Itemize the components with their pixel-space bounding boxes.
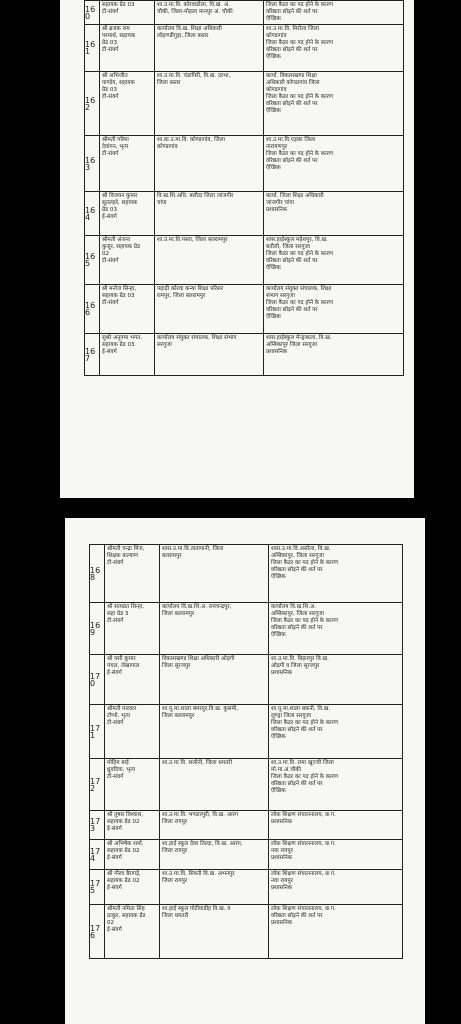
table-row (85, 334, 404, 376)
cell-line: ई-संवर्ग (107, 885, 122, 891)
cell-line: 02 (102, 251, 110, 257)
cell-line: जिला कैडर का पद होने के कारण (266, 251, 333, 257)
cell-line: कार्यालय वि.ख.शि.अ. (271, 604, 317, 610)
cell-line: जिला कैडर का पद होने के कारण (266, 2, 333, 8)
cell-line: चौकी, जिला-मोहला मानपुर अं. चौकी (157, 9, 233, 15)
cell-line: सहा ग्रेड 3 (107, 611, 129, 617)
new-posting-cell (264, 334, 404, 376)
cell-line: परमार्थ, सहायक (102, 33, 136, 39)
cell-line: जिला कैडर का पद होने के कारण (266, 94, 333, 100)
serial-number: 167 (85, 334, 100, 376)
cell-line: नवा रायपुर (271, 878, 293, 884)
cell-line: जिला रायपुर (162, 848, 188, 854)
current-posting-cell (155, 136, 264, 192)
cell-line: कार्यालय संयुक्त संचालक, शिक्षा संभाग (157, 335, 237, 341)
table-row (90, 759, 403, 811)
serial-number: 171 (90, 705, 105, 759)
cell-line: लोक शिक्षण संचालनालय, छ.ग. (271, 812, 336, 818)
cell-line: ऐच्छिक (271, 632, 286, 638)
serial-number: 175 (90, 870, 105, 905)
cell-line: जिला बलरामपुर (162, 611, 195, 617)
cell-line: ऐच्छिक (266, 54, 281, 60)
cell-line: नवा रायपुर (271, 848, 293, 854)
cell-line: टी-संवर्ग (102, 47, 119, 53)
cell-line: ऐच्छिक (271, 788, 286, 794)
serial-number: 173 (90, 811, 105, 840)
new-posting-cell (264, 1, 404, 25)
employee-name-cell (105, 870, 160, 905)
cell-line: ई-संवर्ग (107, 927, 122, 933)
cell-line: श्रीमती अंजना (102, 237, 131, 243)
table-body-2 (90, 545, 403, 959)
cell-line: सहायक ग्रेड 02 (107, 848, 140, 854)
cell-line: सूतलहरे, सहायक (102, 200, 138, 206)
new-posting-cell (269, 545, 403, 603)
cell-line: शा.उ.मा.वि.पस्ता, जिला बलरामपुर (157, 237, 228, 243)
new-posting-cell (269, 870, 403, 905)
cell-line: जिला कैडर का पद होने के कारण (271, 720, 338, 726)
cell-line: शास.हाईस्कूल मेन्ड्राकला, वि.ख. (266, 335, 332, 341)
serial-number: 164 (85, 192, 100, 236)
cell-line: शास.हाईस्कूल महेशपुर, वि.ख. (266, 237, 328, 243)
new-posting-cell (269, 840, 403, 870)
cell-line: श्री अभिषेक शर्मा, (107, 841, 144, 847)
cell-line: वरिष्ठता छोड़ने की शर्त पर (271, 567, 323, 573)
cell-line: नारायणपुर (266, 144, 288, 150)
cell-line: ई-संवर्ग (107, 826, 122, 832)
cell-line: वरिष्ठता छोड़ने की शर्त पर (271, 625, 323, 631)
employee-name-cell (105, 840, 160, 870)
cell-line: ऐच्छिक (266, 108, 281, 114)
cell-line: जिला कैडर का पद होने के कारण (266, 151, 333, 157)
cell-line: प्रशासनिक (271, 670, 293, 676)
current-posting-cell (155, 72, 264, 136)
cell-line: टी-संवर्ग (107, 720, 124, 726)
cell-line: ऐच्छिक (266, 265, 281, 271)
cell-line: ग्रेड 03 (102, 207, 118, 213)
cell-line: ई-संवर्ग (102, 349, 117, 355)
current-posting-cell (160, 545, 269, 603)
new-posting-cell (269, 603, 403, 655)
cell-line: शा.उ.मा.वि. सिवनी वि.ख. अभनपुर (162, 871, 235, 877)
employee-name-cell (100, 334, 155, 376)
new-posting-cell (264, 136, 404, 192)
table-row (90, 705, 403, 759)
current-posting-cell (160, 811, 269, 840)
cell-line: जिला बस्तर (157, 80, 181, 86)
new-posting-cell (264, 72, 404, 136)
employee-name-cell (100, 136, 155, 192)
cell-line: श्री तुषार विश्वास, (107, 812, 144, 818)
cell-line: वरिष्ठता छोड़ने की शर्त पर (271, 913, 323, 919)
table-row (90, 811, 403, 840)
new-posting-cell (269, 705, 403, 759)
cell-line: ऐच्छिक (266, 165, 281, 171)
table-row (90, 905, 403, 959)
cell-line: ई-संवर्ग (107, 670, 122, 676)
cell-line: कोण्डागांव (266, 33, 287, 39)
cell-line: शा.पू.मा.शाला बकनी, वि.ख. (271, 706, 331, 712)
cell-line: लोहाण्डीगुड़ा, जिला बस्तर (157, 33, 209, 39)
cell-line: टी-संवर्ग (102, 94, 119, 100)
cell-line: शा.उ.मा.वि. भण्डारपुरी, वि.ख. आरंग (162, 812, 238, 818)
cell-line: श्रीमती गरिमा (102, 137, 129, 143)
cell-line: शा.उ.मा.वि. कोरवाडोला, वि.ख. अं. (157, 2, 230, 8)
cell-line: कार्यालय वि.ख. शिक्षा अधिकारी (157, 26, 222, 32)
cell-line: शास.उ.मा.वि.असोला, वि.ख. (271, 546, 331, 552)
employee-name-cell (100, 236, 155, 285)
cell-line: कोण्डागांव (157, 144, 178, 150)
cell-line: रामपुर, जिला बलरामपुर (157, 293, 206, 299)
cell-line: ई-संवर्ग (102, 214, 117, 220)
cell-line: कुजूर, सहायक ग्रेड (102, 244, 140, 250)
cell-line: श्री सत्यव्रत सिन्हा, (107, 604, 145, 610)
current-posting-cell (155, 285, 264, 334)
cell-line: चांपा (157, 200, 167, 206)
cell-line: सरगुजा (157, 342, 172, 348)
current-posting-cell (155, 1, 264, 25)
cell-line: प्रशासनिक (271, 920, 293, 926)
cell-line: जांजगीर चांपा (266, 200, 295, 206)
cell-line: मोहिम बाई (107, 760, 129, 766)
current-posting-cell (155, 192, 264, 236)
cell-line: श्री विजयन कुमार (102, 193, 138, 199)
new-posting-cell (264, 192, 404, 236)
cell-line: ऐच्छिक (271, 574, 286, 580)
cell-line: टी-संवर्ग (107, 774, 124, 780)
current-posting-cell (155, 334, 264, 376)
cell-line: वरिष्ठता छोड़ने की शर्त पर (266, 307, 318, 313)
new-posting-cell (269, 811, 403, 840)
cell-line: शा.बा.उ.मा.वि. कोण्डागांव, जिला (157, 137, 225, 143)
cell-line: श्री अभिजीत (102, 73, 128, 79)
cell-line: श्रीमती पारवल (107, 706, 136, 712)
current-posting-cell (160, 840, 269, 870)
serial-number: 165 (85, 236, 100, 285)
cell-line: शा.उ.मा.वि.एड़का जिला (266, 137, 316, 143)
cell-line: बतौली, जिला सरगुजा (266, 244, 311, 250)
cell-line: विकासखण्ड शिक्षा अधिकारी ओड़गी (162, 656, 235, 662)
cell-line: श्री वसी कुमार (107, 656, 136, 662)
current-posting-cell (160, 759, 269, 811)
table-row (85, 72, 404, 136)
cell-line: शा.उ.मा.वि. चंडापिरी, वि.ख. दरभा, (157, 73, 231, 79)
cell-line: कोण्डागांव (266, 87, 287, 93)
cell-line: ऐच्छिक (271, 734, 286, 740)
cell-line: मो.मा.अं.चौकी (271, 767, 301, 773)
cell-line: प्रशासनिक (266, 207, 288, 213)
cell-line: वरिष्ठता छोड़ने की शर्त पर (266, 9, 318, 15)
table-row (90, 870, 403, 905)
cell-line: जिला कैडर का पद होने के कारण (271, 618, 338, 624)
cell-line: ग्रेड 03 (102, 40, 118, 46)
serial-number: 170 (90, 655, 105, 705)
serial-number: 161 (85, 25, 100, 72)
cell-line: ध्रुवदिया, भृत्य (107, 767, 136, 773)
employee-name-cell (105, 905, 160, 959)
cell-line: लोक शिक्षण संचालनालय, छ.ग. (271, 841, 336, 847)
current-posting-cell (160, 705, 269, 759)
employee-name-cell (105, 811, 160, 840)
cell-line: कार्या. जिला शिक्षा अधिकारी (266, 193, 324, 199)
cell-line: ऐच्छिक (266, 314, 281, 320)
cell-line: शिक्षक कल्याण (107, 553, 138, 559)
cell-line: पाण्डेय, सहायक (102, 80, 135, 86)
table-row (85, 285, 404, 334)
document-page-2 (65, 518, 425, 1024)
cell-line: कार्या. विकासखण्ड शिक्षा (266, 73, 317, 79)
current-posting-cell (160, 870, 269, 905)
cell-line: लुण्ड्रा जिला सरगुजा (271, 713, 312, 719)
table-row (90, 655, 403, 705)
cell-line: प्रशासनिक (266, 349, 288, 355)
cell-line: जिला धमतरी (162, 913, 189, 919)
cell-line: सहायक ग्रेड 03 (102, 293, 135, 299)
cell-line: संभाग सरगुजा (266, 293, 295, 299)
cell-line: देवांगन, भृत्य (102, 144, 129, 150)
cell-line: जिला रायपुर (162, 819, 188, 825)
cell-line: शा.उ.मा.वि. सलोनी, जिला धमतरी (162, 760, 233, 766)
table-row (85, 192, 404, 236)
new-posting-cell (264, 285, 404, 334)
cell-line: वरिष्ठता छोड़ने की शर्त पर (266, 158, 318, 164)
cell-line: अम्बिकापुर, जिला सरगुजा (271, 553, 324, 559)
cell-line: प्रशासनिक (271, 855, 293, 861)
serial-number: 160 (85, 1, 100, 25)
cell-line: जिला कैडर का पद होने के कारण (266, 300, 333, 306)
cell-line: सहायक ग्रेड 02 (107, 878, 140, 884)
cell-line: ग्रेड 03 (102, 87, 118, 93)
cell-line: 02 (107, 920, 115, 926)
cell-line: प्रशासनिक (271, 819, 293, 825)
cell-line: जिला कैडर का पद होने के कारण (271, 774, 338, 780)
current-posting-cell (160, 603, 269, 655)
cell-line: श्री ब्रजक राम (102, 26, 130, 32)
employee-name-cell (105, 655, 160, 705)
cell-line: पंचल, लेखापाल (107, 663, 140, 669)
cell-line: श्री मनोज सिन्हा, (102, 286, 137, 292)
serial-number: 169 (90, 603, 105, 655)
employee-name-cell (100, 285, 155, 334)
cell-line: कार्यालय वि.ख.शि.अ. रामचन्द्रपुर, (162, 604, 232, 610)
cell-line: प्रशासनिक (271, 885, 293, 891)
table-row (85, 25, 404, 72)
cell-line: श्रीमती नमिता सिंह (107, 906, 145, 912)
employee-name-cell (100, 25, 155, 72)
cell-line: वरिष्ठता छोड़ने की शर्त पर (271, 727, 323, 733)
table-row (85, 1, 404, 25)
current-posting-cell (155, 236, 264, 285)
cell-line: ऐच्छिक (266, 16, 281, 22)
cell-line: वरिष्ठता छोड़ने की शर्त पर (266, 101, 318, 107)
cell-line: टी-संवर्ग (102, 300, 119, 306)
employee-name-cell (105, 545, 160, 603)
cell-line: लोक शिक्षण संचालनालय, छ.ग. (271, 906, 336, 912)
employee-name-cell (105, 705, 160, 759)
cell-line: शास.उ.मा.वि.तातापानी, जिला (162, 546, 224, 552)
cell-line: लोक शिक्षण संचालनालय, छ.ग. (271, 871, 336, 877)
cell-line: टी-संवर्ग (102, 9, 119, 15)
transfer-table-2 (89, 544, 403, 959)
serial-number: 162 (85, 72, 100, 136)
table-row (90, 840, 403, 870)
cell-line: जिला कैडर का पद होने के कारण (266, 40, 333, 46)
transfer-table-1 (84, 0, 404, 376)
cell-line: टी-संवर्ग (107, 560, 124, 566)
cell-line: अम्बिकापुर, जिला सरगुजा (271, 611, 324, 617)
table-body-1 (85, 1, 404, 376)
new-posting-cell (269, 759, 403, 811)
cell-line: पहाड़ी कोरवा कन्या शिक्षा परिसर (157, 286, 224, 292)
cell-line: वरिष्ठता छोड़ने की शर्त पर (271, 781, 323, 787)
cell-line: सहायक ग्रेड 03 (102, 342, 135, 348)
cell-line: सहायक ग्रेड 02 (107, 819, 140, 825)
employee-name-cell (105, 759, 160, 811)
serial-number: 172 (90, 759, 105, 811)
cell-line: टी-संवर्ग (102, 151, 119, 157)
cell-line: टी-संवर्ग (107, 618, 124, 624)
cell-line: श्री गौरव बैरागड़े, (107, 871, 141, 877)
table-row (90, 603, 403, 655)
cell-line: सहायक ग्रेड 03 (102, 2, 135, 8)
cell-line: ई-संवर्ग (107, 855, 122, 861)
cell-line: अधिकारी कोण्डागांव जिला (266, 80, 320, 86)
cell-line: शा.उ.मा.वि. बिहारपुर वि.ख. (271, 656, 329, 662)
serial-number: 176 (90, 905, 105, 959)
current-posting-cell (160, 655, 269, 705)
cell-line: वरिष्ठता छोड़ने की शर्त पर (266, 258, 318, 264)
new-posting-cell (269, 655, 403, 705)
new-posting-cell (269, 905, 403, 959)
cell-line: शा.उ.मा.वि. रामा खुज्जी जिला (271, 760, 334, 766)
cell-line: जिला बलरामपुर (162, 713, 195, 719)
table-row (90, 545, 403, 603)
cell-line: ठाकुर, सहायक ग्रेड (107, 913, 146, 919)
table-row (85, 136, 404, 192)
cell-line: जिला सूरजपुर (162, 663, 191, 669)
employee-name-cell (105, 603, 160, 655)
cell-line: टोप्पो, भृत्य (107, 713, 130, 719)
cell-line: सुश्री अनुपमा भगत, (102, 335, 143, 341)
table-row (85, 236, 404, 285)
cell-line: शा.उ.मा.वि. मिरोला जिला (266, 26, 319, 32)
employee-name-cell (100, 72, 155, 136)
cell-line: शा.हाई स्कूल देवर तिल्दा, वि.ख. आरंग, (162, 841, 243, 847)
new-posting-cell (264, 236, 404, 285)
cell-line: जिला कैडर का पद होने के कारण (271, 560, 338, 566)
cell-line: अम्बिकापुर जिला सरगुजा (266, 342, 318, 348)
cell-line: शा.पू.मा.शाला बमरपुर,वि.ख. कुसमी, (162, 706, 239, 712)
cell-line: ओड़गी व जिला सूरजपुर (271, 663, 320, 669)
serial-number: 166 (85, 285, 100, 334)
current-posting-cell (160, 905, 269, 959)
serial-number: 168 (90, 545, 105, 603)
cell-line: टी-संवर्ग (102, 258, 119, 264)
cell-line: कार्यालय संयुक्त संचालक, शिक्षा (266, 286, 332, 292)
cell-line: वि.ख.शि.अधि. बलौदा जिला जांजगीर (157, 193, 234, 199)
document-page-1 (60, 0, 414, 498)
serial-number: 174 (90, 840, 105, 870)
employee-name-cell (100, 1, 155, 25)
cell-line: श्रीमती चन्द्रा मिंज, (107, 546, 145, 552)
cell-line: जिला रायपुर (162, 878, 188, 884)
new-posting-cell (264, 25, 404, 72)
employee-name-cell (100, 192, 155, 236)
serial-number: 163 (85, 136, 100, 192)
cell-line: वरिष्ठता छोड़ने की शर्त पर (266, 47, 318, 53)
cell-line: बलरामपुर (162, 553, 182, 559)
cell-line: शा.हाई स्कूल पोटीयाडीह वि.ख. व (162, 906, 231, 912)
current-posting-cell (155, 25, 264, 72)
